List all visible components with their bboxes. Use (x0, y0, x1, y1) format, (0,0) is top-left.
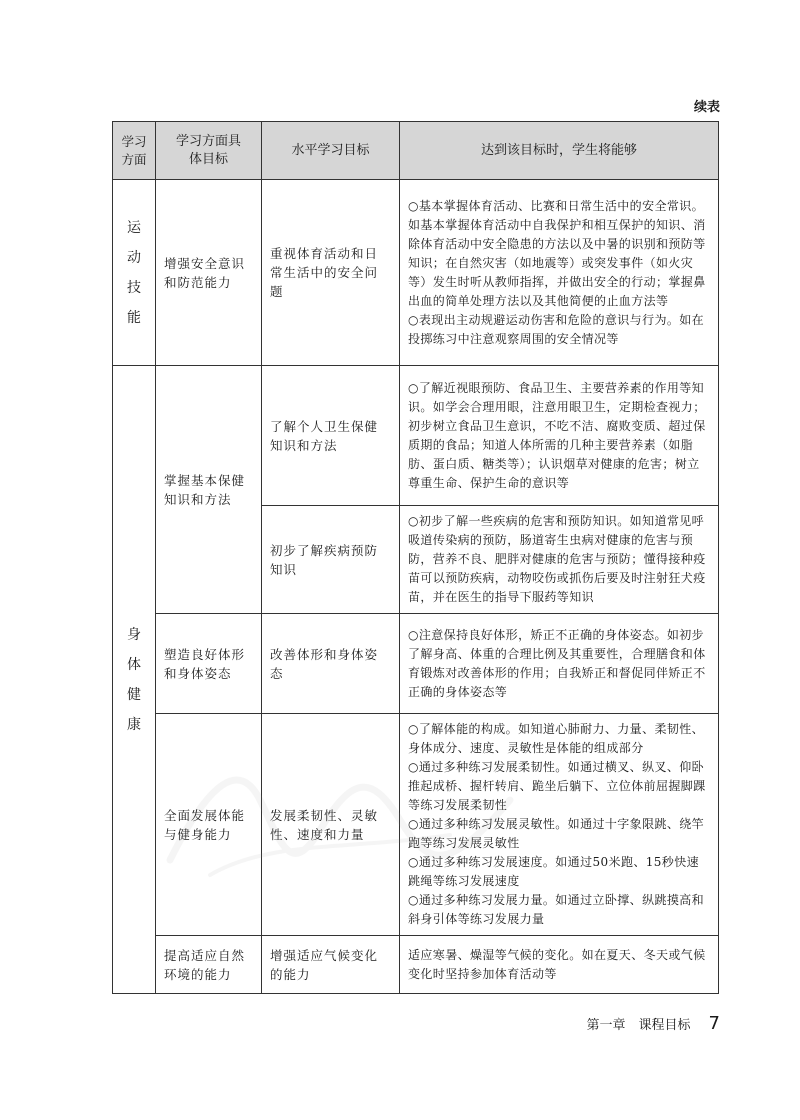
outcome-line: ○了解体能的构成。如知道心肺耐力、力量、柔韧性、身体成分、速度、灵敏性是体能的组成部分 (408, 722, 705, 755)
header-student-outcome: 达到该目标时，学生将能够 (400, 122, 719, 180)
outcome-line: ○表现出主动规避运动伤害和危险的意识与行为。如在投掷练习中注意观察周围的安全情况等 (408, 312, 705, 346)
level-goal-cell: 了解个人卫生保健知识和方法 (262, 366, 400, 506)
aspect-label: 身体健康 (127, 626, 141, 733)
specific-goal-cell: 增强安全意识和防范能力 (156, 180, 262, 366)
outcome-line: ○通过多种练习发展速度。如通过50米跑、15秒快速跳绳等练习发展速度 (408, 855, 700, 888)
level-goal-cell: 增强适应气候变化的能力 (262, 936, 400, 994)
specific-goal-cell: 提高适应自然环境的能力 (156, 936, 262, 994)
specific-goal-cell: 塑造良好体形和身体姿态 (156, 614, 262, 714)
level-goal-cell: 发展柔韧性、灵敏性、速度和力量 (262, 714, 400, 936)
table-row (113, 180, 719, 366)
table-row (113, 714, 719, 936)
outcome-line: ○了解近视眼预防、食品卫生、主要营养素的作用等知识。如学会合理用眼，注意用眼卫生，定期检查视力；初步树立食品卫生意识，不吃不洁、腐败变质、超过保质期的食品；知道人体所需的几种主要营养素（如脂肪、蛋白质、糖类等）；认识烟草对健康的危害；树立尊重生命、保护生命的意识等 (408, 380, 706, 490)
table-header-row (113, 122, 719, 180)
outcome-cell (400, 506, 719, 614)
outcome-cell (400, 936, 719, 994)
page-footer (587, 1013, 720, 1034)
outcome-cell (400, 366, 719, 506)
outcome-line: ○初步了解一些疾病的危害和预防知识。如知道常见呼吸道传染病的预防，肠道寄生虫病对健康的危害与预防，营养不良、肥胖对健康的危害与预防；懂得接种疫苗可以预防疾病，动物咬伤或抓伤后要及时注射狂犬疫苗，并在医生的指导下服药等知识 (408, 514, 706, 604)
table-row (113, 614, 719, 714)
page-number: 7 (708, 1013, 720, 1034)
curriculum-goals-table (112, 121, 719, 994)
outcome-cell (400, 714, 719, 936)
table-row (113, 366, 719, 506)
outcome-cell (400, 180, 719, 366)
aspect-cell (113, 180, 156, 366)
aspect-cell (113, 366, 156, 994)
header-specific-goal: 学习方面具体目标 (156, 122, 262, 180)
outcome-cell (400, 614, 719, 714)
level-goal-cell: 改善体形和身体姿态 (262, 614, 400, 714)
outcome-line: ○通过多种练习发展柔韧性。如通过横叉、纵叉、仰卧推起成桥、握杆转肩、跪坐后躺下、立位体前屈握脚踝等练习发展柔韧性 (408, 760, 706, 812)
outcome-line: ○通过多种练习发展力量。如通过立卧撑、纵跳摸高和斜身引体等练习发展力量 (408, 893, 705, 926)
header-level-goal: 水平学习目标 (262, 122, 400, 180)
outcome-line: 适应寒暑、燥湿等气候的变化。如在夏天、冬天或气候变化时坚持参加体育活动等 (408, 947, 706, 981)
level-goal-cell: 初步了解疾病预防知识 (262, 506, 400, 614)
continued-label: 续表 (693, 100, 720, 115)
header-aspect: 学习方面 (113, 122, 156, 180)
outcome-line: ○基本掌握体育活动、比赛和日常生活中的安全常识。如基本掌握体育活动中自我保护和相互保护的知识、消除体育活动中安全隐患的方法以及中暑的识别和预防等知识；在自然灾害（如地震等）或突发事件（如火灾等）发生时听从教师指挥，并做出安全的行动；掌握鼻出血的简单处理方法以及其他简便的止血方法等 (408, 198, 706, 308)
outcome-line: ○注意保持良好体形，矫正不正确的身体姿态。如初步了解身高、体重的合理比例及其重要性，合理膳食和体育锻炼对改善体形的作用；自我矫正和督促同伴矫正不正确的身体姿态等 (408, 627, 706, 699)
chapter-title: 第一章 课程目标 (586, 1018, 691, 1033)
aspect-label: 运动技能 (127, 219, 141, 326)
level-goal-cell: 重视体育活动和日常生活中的安全问题 (262, 180, 400, 366)
specific-goal-cell: 全面发展体能与健身能力 (156, 714, 262, 936)
specific-goal-cell: 掌握基本保健知识和方法 (156, 366, 262, 614)
table-row (113, 936, 719, 994)
outcome-line: ○通过多种练习发展灵敏性。如通过十字象限跳、绕竿跑等练习发展灵敏性 (408, 817, 705, 850)
